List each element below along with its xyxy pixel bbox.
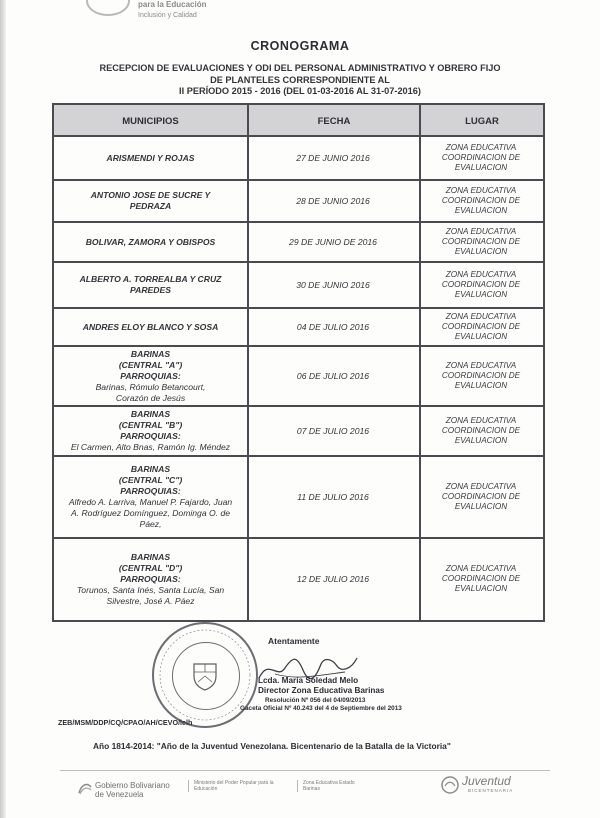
municipio-line: PARROQUIAS:	[120, 486, 181, 496]
parroquias-line: El Carmen, Alto Bnas, Ramón Ig. Méndez	[70, 442, 231, 452]
cell-fecha: 27 DE JUNIO 2016	[296, 153, 370, 163]
municipio-line: PARROQUIAS:	[120, 370, 181, 381]
parroquias-line: Silvestre, José A. Páez	[106, 595, 195, 606]
cell-municipio	[54, 223, 247, 261]
lugar-line: EVALUACION	[454, 332, 508, 341]
municipio-line: (CENTRAL "C")	[118, 475, 183, 485]
cell-lugar	[419, 309, 543, 345]
parroquias-line: Corazón de Jesús	[115, 392, 186, 403]
header-lugar: LUGAR	[465, 116, 499, 127]
footer-gov-line-2: de Venezuela	[95, 790, 144, 799]
lugar-line: ZONA EDUCATIVA	[445, 312, 517, 321]
ministry-logo	[78, 0, 228, 32]
cell-municipio	[54, 263, 247, 307]
juventud-logo-icon	[440, 775, 460, 795]
municipio-line: ANTONIO JOSE DE SUCRE Y	[90, 190, 211, 200]
municipio-line: PARROQUIAS:	[120, 573, 181, 584]
table-row	[54, 347, 543, 407]
juventud-subtext: BICENTENARIA	[468, 788, 514, 793]
cell-municipio	[54, 309, 247, 345]
lugar-line: COORDINACION DE	[441, 322, 521, 331]
municipio-line: (CENTRAL "B")	[118, 420, 183, 430]
subtitle-line-1: RECEPCION DE EVALUACIONES Y ODI DEL PERSONAL ADMINISTRATIVO Y OBRERO FIJO	[99, 63, 501, 73]
cell-lugar	[419, 347, 543, 405]
juventud-text: Juventud	[462, 774, 511, 788]
municipio-line: ANDRES ELOY BLANCO Y SOSA	[82, 321, 219, 332]
cell-lugar	[419, 137, 543, 179]
cell-lugar	[419, 263, 543, 307]
footer-zona: Zona Educativa Estado Barinas	[297, 780, 363, 792]
cell-municipio	[54, 347, 247, 405]
header-municipios: MUNICIPIOS	[122, 116, 179, 127]
schedule-table	[52, 103, 545, 622]
logo-mark-icon	[86, 0, 130, 16]
lugar-line: COORDINACION DE	[441, 196, 521, 205]
lugar-line: EVALUACION	[454, 290, 508, 299]
municipio-line: ALBERTO A. TORREALBA Y CRUZ	[79, 274, 222, 284]
resolution-text: Resolución Nº 056 del 04/09/2013	[265, 697, 366, 704]
cell-lugar	[419, 223, 543, 261]
cell-lugar	[419, 457, 543, 537]
logo-line-1: para la Educación	[138, 0, 207, 9]
cell-municipio	[54, 407, 247, 455]
cell-municipio	[54, 457, 247, 537]
document-title: CRONOGRAMA	[250, 39, 350, 53]
document-subtitle	[60, 63, 540, 98]
government-logo-icon	[78, 781, 92, 795]
lugar-line: EVALUACION	[454, 436, 508, 445]
parroquias-line: Barinas, Rómulo Betancourt,	[95, 381, 206, 392]
footer-juventud-logo	[440, 772, 550, 798]
lugar-line: COORDINACION DE	[441, 574, 521, 583]
lugar-line: ZONA EDUCATIVA	[445, 564, 517, 573]
lugar-line: ZONA EDUCATIVA	[445, 227, 517, 236]
lugar-line: ZONA EDUCATIVA	[445, 186, 517, 195]
municipio-line: (CENTRAL "D")	[118, 562, 183, 573]
closing-text: Atentamente	[268, 636, 320, 646]
lugar-line: EVALUACION	[454, 206, 508, 215]
lugar-line: ZONA EDUCATIVA	[445, 143, 517, 152]
table-row	[54, 309, 543, 347]
subtitle-line-3: II PERÍODO 2015 - 2016 (DEL 01-03-2016 AL 31-07-2016)	[179, 86, 421, 96]
coat-of-arms-icon	[188, 658, 222, 692]
lugar-line: COORDINACION DE	[441, 237, 521, 246]
cell-lugar	[419, 539, 543, 619]
table-header	[54, 105, 543, 137]
lugar-line: COORDINACION DE	[441, 371, 521, 380]
parroquias-line: Alfredo A. Larriva, Manuel P. Fajardo, Juan	[68, 497, 233, 507]
parroquias-line: Páez,	[139, 519, 162, 529]
cell-municipio	[54, 539, 247, 619]
official-seal	[152, 622, 258, 728]
municipio-line: ARISMENDI Y ROJAS	[106, 152, 195, 163]
lugar-line: ZONA EDUCATIVA	[445, 270, 517, 279]
lugar-line: COORDINACION DE	[441, 492, 521, 501]
lugar-line: COORDINACION DE	[441, 280, 521, 289]
municipio-line: BARINAS	[130, 409, 171, 419]
cell-fecha: 29 DE JUNIO DE 2016	[289, 237, 377, 247]
logo-line-2: Inclusión y Calidad	[138, 12, 197, 19]
cell-municipio	[54, 137, 247, 179]
table-row	[54, 407, 543, 457]
lugar-line: ZONA EDUCATIVA	[445, 361, 517, 370]
reference-codes: ZEB/MSM/DDP/CQ/CPAO/AH/CEVO/lelh	[58, 718, 193, 727]
table-row	[54, 137, 543, 181]
subtitle-line-2: DE PLANTELES CORRESPONDIENTE AL	[210, 74, 390, 85]
municipio-line: PEDRAZA	[129, 201, 172, 211]
cell-fecha: 04 DE JULIO 2016	[296, 322, 370, 332]
cell-fecha: 30 DE JUNIO 2016	[296, 280, 370, 290]
lugar-line: EVALUACION	[454, 163, 508, 172]
parroquias-line: A. Rodríguez Domínguez, Dominga O. de	[70, 508, 231, 518]
lugar-line: COORDINACION DE	[441, 153, 521, 162]
signatory-role: Director Zona Educativa Barinas	[258, 686, 385, 695]
municipio-line: BARINAS	[130, 348, 171, 359]
lugar-line: EVALUACION	[454, 381, 508, 390]
municipio-line: BOLIVAR, ZAMORA Y OBISPOS	[85, 236, 216, 247]
municipio-line: (CENTRAL "A")	[118, 359, 183, 370]
lugar-line: ZONA EDUCATIVA	[445, 482, 517, 491]
lugar-line: ZONA EDUCATIVA	[445, 416, 517, 425]
table-row	[54, 539, 543, 619]
lugar-line: EVALUACION	[454, 502, 508, 511]
header-fecha: FECHA	[317, 116, 351, 127]
cell-fecha: 11 DE JULIO 2016	[297, 492, 369, 502]
lugar-line: EVALUACION	[454, 584, 508, 593]
cell-municipio	[54, 181, 247, 221]
lugar-line: EVALUACION	[454, 247, 508, 256]
footer-ministry: Ministerio del Poder Popular para la Educación	[188, 780, 279, 792]
cell-lugar	[419, 407, 543, 455]
page-edge-shadow	[0, 0, 6, 818]
cell-fecha: 28 DE JUNIO 2016	[296, 196, 370, 206]
gaceta-text: Gaceta Oficial Nº 40.243 del 4 de Septiembre del 2013	[240, 705, 402, 712]
table-row	[54, 181, 543, 223]
municipio-line: PAREDES	[130, 285, 171, 295]
cell-fecha: 06 DE JULIO 2016	[296, 371, 370, 381]
footer-gov-line-1: Gobierno Bolivariano	[95, 781, 170, 790]
year-motto: Año 1814-2014: "Año de la Juventud Venezolana. Bicentenario de la Batalla de la Victoria"	[93, 741, 451, 751]
table-row	[54, 263, 543, 309]
municipio-line: BARINAS	[130, 464, 171, 474]
footer-divider	[60, 770, 550, 771]
municipio-line: PARROQUIAS:	[120, 431, 181, 441]
table-row	[54, 223, 543, 263]
municipio-line: BARINAS	[130, 551, 171, 562]
cell-fecha: 12 DE JULIO 2016	[296, 574, 370, 584]
parroquias-line: Torunos, Santa Inés, Santa Lucía, San	[76, 584, 225, 595]
cell-lugar	[419, 181, 543, 221]
table-row	[54, 457, 543, 539]
lugar-line: COORDINACION DE	[441, 426, 521, 435]
signatory-name: Lcda. María Soledad Melo	[258, 676, 359, 685]
cell-fecha: 07 DE JULIO 2016	[296, 426, 370, 436]
